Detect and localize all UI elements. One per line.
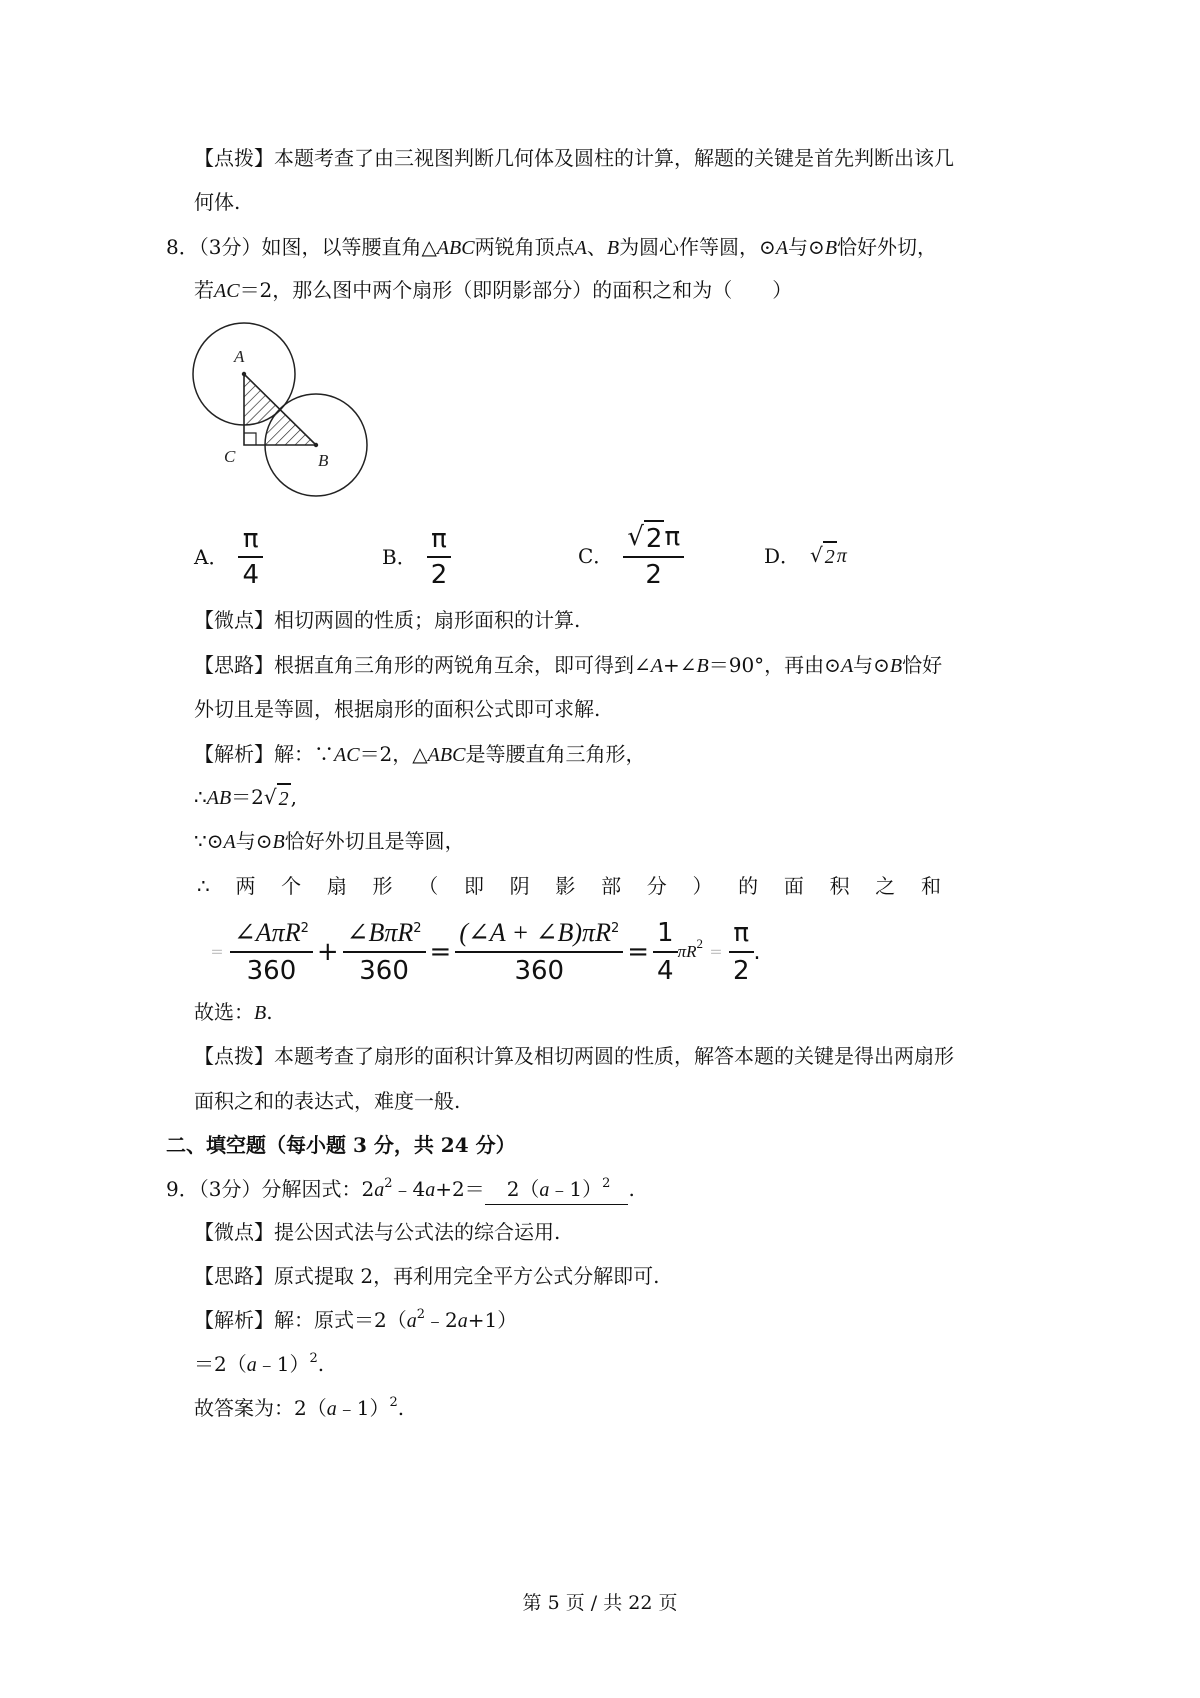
q8-tip-line1: 【点拨】本题考查了扇形的面积计算及相切两圆的性质，解答本题的关键是得出两扇形 bbox=[194, 1044, 954, 1068]
q9-stem: 9．（3分）分解因式：$2a^2﹣4a+2=$ 2（a﹣1）$^2$ . bbox=[166, 1175, 635, 1205]
right-angle-mark bbox=[244, 433, 256, 445]
q8-sol-line4: ∴ 两 个 扇 形 （ 即 阴 影 部 分 ） 的 面 积 之 和 bbox=[197, 874, 941, 898]
q8-point: 【微点】相切两圆的性质；扇形面积的计算. bbox=[194, 608, 581, 632]
q7-tip-line2: 何体. bbox=[194, 190, 241, 214]
option-d: D． √ 2 π bbox=[764, 541, 847, 571]
q7-tip-line1 bbox=[194, 144, 954, 172]
tip-tag: 【点拨】 bbox=[194, 146, 274, 170]
q9-idea: 【思路】原式提取 2，再利用完全平方公式分解即可. bbox=[194, 1264, 660, 1288]
q8-idea-line2: 外切且是等圆，根据扇形的面积公式即可求解. bbox=[194, 697, 601, 721]
q8-stem-line2: 若AC＝2，那么图中两个扇形（即阴影部分）的面积之和为（ ） bbox=[194, 278, 793, 302]
q8-tip-line2: 面积之和的表达式，难度一般. bbox=[194, 1089, 461, 1113]
option-a: A． $\frac{\pi}{4}$ bbox=[194, 522, 263, 592]
label-a: A bbox=[234, 347, 245, 366]
q8-sol-line2: ∴AB＝2 √ 2 , bbox=[194, 783, 297, 813]
label-b: B bbox=[318, 451, 329, 470]
q8-idea-line1: 【思路】根据直角三角形的两锐角互余，即可得到∠A+∠B＝90°，再由⊙A与⊙B恰好 bbox=[194, 653, 943, 677]
circles-triangle-figure bbox=[180, 312, 380, 502]
label-c: C bbox=[224, 447, 236, 466]
sector-area-formula: ＝ $\frac{\angle A\pi R^2}{360}$ + $\frac{\angle B\pi R^2}{360}$ = $\frac{(\angle A + \angle B)\pi R^2}{360}$ = $\frac{1}{4}$ $\pi R^2$ ＝ $\frac{\pi}{2}$ . bbox=[210, 918, 761, 986]
section-title: 二、填空题（每小题 3 分，共 24 分） bbox=[166, 1133, 516, 1157]
tip-text: 本题考查了由三视图判断几何体及圆柱的计算，解题的关键是首先判断出该几 bbox=[274, 146, 954, 170]
q9-sol-line1: 【解析】解：原式$=2(a^2﹣2a+1)$ bbox=[194, 1307, 518, 1332]
q9-answer-line: 故答案为：2（a﹣1）$^2$. bbox=[194, 1395, 405, 1420]
answer-blank: 2（a﹣1）$^2$ bbox=[485, 1175, 629, 1205]
q8-sol-line1: 【解析】解：∵AC＝2，△ABC是等腰直角三角形， bbox=[194, 742, 646, 766]
q8-sol-line3: ∵⊙A与⊙B恰好外切且是等圆， bbox=[194, 829, 465, 853]
option-b: B． $\frac{\pi}{2}$ bbox=[382, 522, 451, 592]
q8-choose: 故选：B. bbox=[194, 1000, 273, 1024]
q9-sol-line2: ＝2（a﹣1）$^2$. bbox=[194, 1351, 325, 1376]
q8-stem-line1: 8．（3分）如图，以等腰直角△ABC两锐角顶点A、B为圆心作等圆，⊙A与⊙B恰好外切， bbox=[166, 235, 938, 259]
q9-point: 【微点】提公因式法与公式法的综合运用. bbox=[194, 1220, 561, 1244]
option-c: C． √ 2 π 2 bbox=[578, 520, 684, 592]
page-footer: 第 5 页 / 共 22 页 bbox=[522, 1592, 678, 1614]
